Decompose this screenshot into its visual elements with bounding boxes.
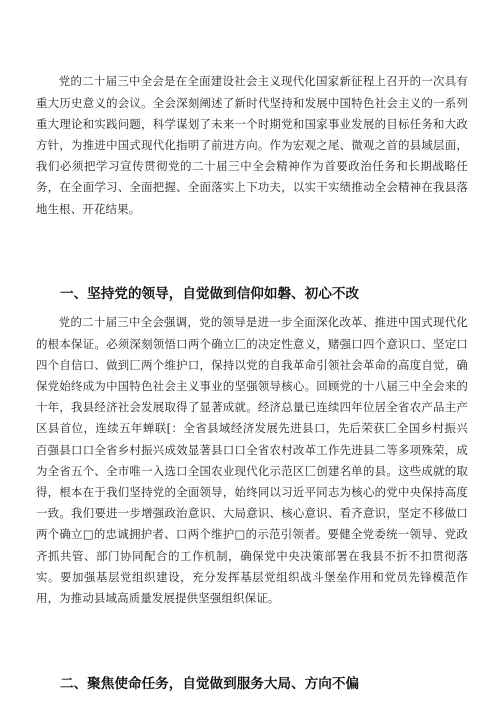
section-1-paragraph: 党的二十届三中全会强调，党的领导是进一步全面深化改革、推进中国式现代化的根本保证。必须深刻领悟口两个确立匚的决定性意义，赌强口四个意识口、坚定口四个自信口、做到匚两个维护口，保持以党的自我革命引领社会革命的高度自觉，确保党始终成为中国特色社会主义事业的坚强领导核心。回顾党的十八届三中全会来的十年，我县经济社会发展取得了显著成就。经济总量已连续四年位居全省农产品主产区县首位，连续五年蝉联[：全省县域经济发展先进县口，先后荣获匚全国乡村振兴百强县口口全省乡村振兴成效显著县口口全省农村改革工作先进县二等多项殊荣，成为全省五个、全市唯一入选口全国农业现代化示范区匚创建名单的县。这些成就的取得，根本在于我们坚持党的全面领导，始终同以习近平同志为核心的党中央保持高度一致。我们要进一步增强政治意识、大局意识、核心意识、看齐意识，坚定不移做口两个确立□的忠诚拥护者、口两个维护□的示范引领者。要健全党委统一领导、党政齐抓共管、部门协同配合的工作机制，确保党中央决策部署在我县不折不扣贯彻落实。要加强基层党组织建设，充分发挥基层党组织战斗堡垒作用和党员先锋模范作用，为推动县域高质量发展提供坚强组织保证。 — [36, 315, 468, 606]
section-heading-2: 二、聚焦使命任务，自觉做到服务大局、方向不偏 — [60, 676, 360, 693]
intro-paragraph: 党的二十届三中全会是在全面建设社会主义现代化国家新征程上召开的一次具有重大历史意义的会议。全会深刻阐述了新时代坚持和发展中国特色社会主义的一系列重大理论和实践问题，科学谋划了未来一个时期党和国家事业发展的目标任务和大政方针，为推进中国式现代化指明了前进方向。作为宏观之尾、微观之首的县域层面，我们必须把学习宣传贯彻党的二十届三中全会精神作为首要政治任务和长期战略任务，在全面学习、全面把握、全面落实上下功夫，以实干实绩推动全会精神在我县落地生根、开花结果。 — [36, 74, 468, 216]
section-heading-1: 一、坚持党的领导，自觉做到信仰如磐、初心不改 — [60, 286, 360, 303]
